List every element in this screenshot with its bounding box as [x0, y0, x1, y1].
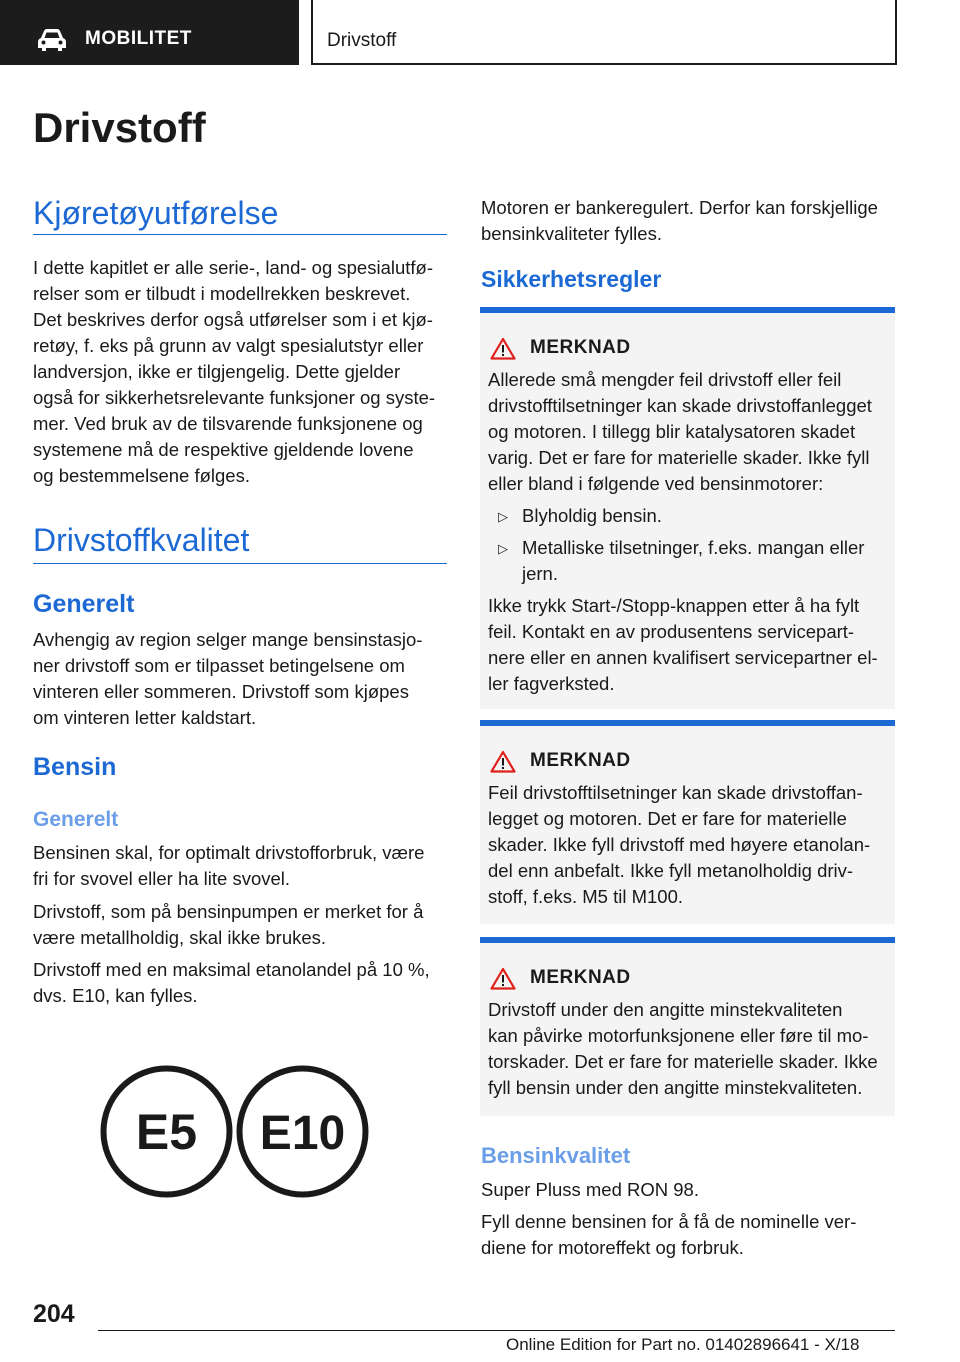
e10-fuel-label-icon	[235, 1064, 370, 1199]
heading-petrol-quality: Bensinkvalitet	[481, 1143, 631, 1168]
svg-text:E5: E5	[135, 1104, 198, 1160]
warning-icon	[490, 750, 516, 773]
section-rule	[33, 234, 447, 235]
section-title-fuel-quality: Drivstoffkvalitet	[33, 522, 250, 558]
notice-title: MERKNAD	[530, 337, 631, 358]
petrol-quality-paragraph-1: Super Pluss med RON 98.	[481, 1179, 699, 1200]
chapter-label: Drivstoff	[327, 30, 397, 51]
notice-list	[488, 503, 887, 587]
notice-text: Feil drivstofftilsetninger kan skade drivstoffan- legget og motoren. Det er fare for materielle skader. Ikke fyll drivstoff med høyere etanolan- del enn anbefalt. Ikke fyll metanolholdig driv- stoff, f.eks. M5 til M100.	[488, 782, 871, 907]
heading-safety-rules: Sikkerhetsregler	[481, 266, 662, 292]
section-label: MOBILITET	[85, 28, 192, 49]
notice-title: MERKNAD	[530, 967, 631, 988]
bullet-triangle-icon: ▷	[498, 541, 508, 556]
heading-petrol-general: Generelt	[33, 808, 119, 831]
chapter-tab	[311, 0, 897, 65]
list-item: ▷ Metalliske tilsetninger, f.eks. mangan eller jern.	[498, 537, 865, 584]
notice-text: Drivstoff under den angitte minstekvaliteten kan påvirke motorfunksjonene eller føre til mo- torskader. Det er fare for materielle skader. Ikke fyll bensin under den angitte minstekvaliteten.	[488, 999, 878, 1098]
section-title-vehicle: Kjøretøyutførelse	[33, 195, 279, 231]
bullet-triangle-icon: ▷	[498, 509, 508, 524]
notice-text: Ikke trykk Start-/Stopp-knappen etter å ha fylt feil. Kontakt en av produsentens servicepart- nere eller en annen kvalifisert servicepartner el- ler fagverksted.	[488, 595, 878, 694]
vehicle-paragraph: I dette kapitlet er alle serie-, land- og spesialutfø- relser som er tilbudt i modellrekken beskrevet. Det beskrives derfor også utførelser som i et kjø- retøy, f. eks på grunn av valgt spesialutstyr eller landversjon, ikke er tilgjengelig. Dette gjelder også for sikkerhetsrelevante funksjoner og syste- mer. Ved bruk av de tilsvarende funksjonene og systemene må de respektive gjeldende lovene og bestemmelsene følges.	[33, 257, 436, 486]
page-title: Drivstoff	[33, 104, 206, 151]
footer-rule	[98, 1330, 895, 1331]
car-icon	[36, 28, 68, 52]
list-item: ▷ Blyholdig bensin.	[488, 503, 887, 529]
svg-text:E10: E10	[259, 1107, 346, 1160]
warning-icon	[490, 967, 516, 990]
general-paragraph: Avhengig av region selger mange bensinstasjo- ner drivstoff som er tilpasset betingelsene om vinteren eller sommeren. Drivstoff som kjøpes om vinteren letter kaldstart.	[33, 629, 423, 728]
petrol-quality-paragraph-2: Fyll denne bensinen for å få de nominelle ver- diene for motoreffekt og forbruk.	[481, 1211, 857, 1258]
section-tab	[0, 0, 299, 65]
notice-text: Allerede små mengder feil drivstoff eller feil drivstofftilsetninger kan skade drivstoffanlegget og motoren. I tillegg blir katalysatoren skadet varig. Det er fare for materielle skader. Ikke fyll eller bland i følgende ved bensinmotorer:	[488, 369, 872, 494]
intro-paragraph: Motoren er bankeregulert. Derfor kan forskjellige bensinkvaliteter fylles.	[481, 197, 878, 244]
edition-text: Online Edition for Part no. 01402896641 - X/18	[506, 1335, 860, 1354]
page-number: 204	[33, 1300, 75, 1328]
notice-box	[480, 937, 895, 1116]
e5-fuel-label-icon	[99, 1064, 234, 1199]
petrol-paragraph-1: Bensinen skal, for optimalt drivstofforbruk, være fri for svovel eller ha lite svovel.	[33, 842, 425, 889]
petrol-paragraph-3: Drivstoff med en maksimal etanolandel på 10 %, dvs. E10, kan fylles.	[33, 959, 430, 1006]
section-rule	[33, 563, 447, 564]
notice-box	[480, 307, 895, 709]
heading-general: Generelt	[33, 590, 135, 618]
petrol-paragraph-2: Drivstoff, som på bensinpumpen er merket for å være metallholdig, skal ikke brukes.	[33, 901, 424, 948]
warning-icon	[490, 337, 516, 360]
notice-box	[480, 720, 895, 924]
notice-title: MERKNAD	[530, 750, 631, 771]
heading-petrol: Bensin	[33, 753, 117, 781]
